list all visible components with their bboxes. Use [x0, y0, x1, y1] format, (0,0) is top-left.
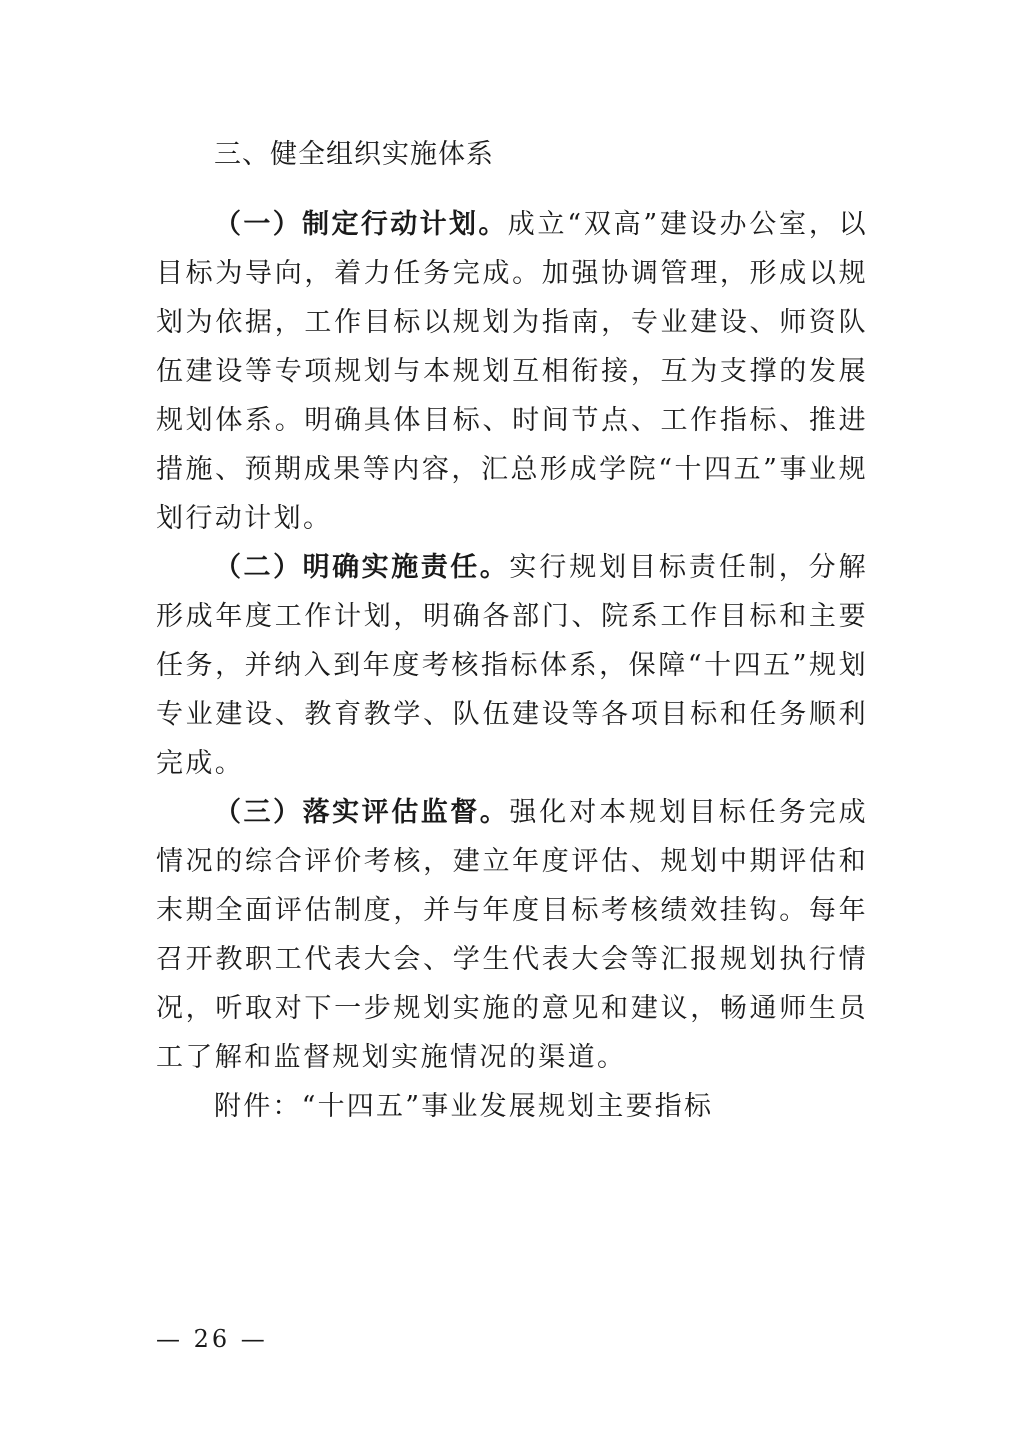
paragraph-body: 强化对本规划目标任务完成情况的综合评价考核，建立年度评估、规划中期评估和末期全面评估制度，并与年度目标考核绩效挂钩。每年召开教职工代表大会、学生代表大会等汇报规划执行情况，听取对下一步规划实施的意见和建议，畅通师生员工了解和监督规划实施情况的渠道。 — [156, 797, 868, 1073]
paragraph-lead: （三）落实评估监督。 — [214, 797, 510, 828]
section-heading: 三、健全组织实施体系 — [214, 139, 494, 170]
attachment-line: 附件：“十四五”事业发展规划主要指标 — [214, 1091, 714, 1122]
paragraph-evaluation — [156, 788, 868, 1082]
page-number: — 26 — — [156, 1325, 268, 1353]
paragraph-body: 实行规划目标责任制，分解形成年度工作计划，明确各部门、院系工作目标和主要任务，并纳入到年度考核指标体系，保障“十四五”规划专业建设、教育教学、队伍建设等各项目标和任务顺利完成。 — [156, 552, 868, 779]
paragraph-action-plan — [156, 200, 868, 543]
paragraph-lead: （一）制定行动计划。 — [214, 209, 508, 240]
paragraph-responsibility — [156, 543, 868, 788]
document-body — [156, 130, 868, 1131]
paragraph-body: 成立“双高”建设办公室，以目标为导向，着力任务完成。加强协调管理，形成以规划为依据，工作目标以规划为指南，专业建设、师资队伍建设等专项规划与本规划互相衔接，互为支撑的发展规划体系。明确具体目标、时间节点、工作指标、推进措施、预期成果等内容，汇总形成学院“十四五”事业规划行动计划。 — [156, 209, 869, 534]
paragraph-lead: （二）明确实施责任。 — [214, 552, 510, 583]
